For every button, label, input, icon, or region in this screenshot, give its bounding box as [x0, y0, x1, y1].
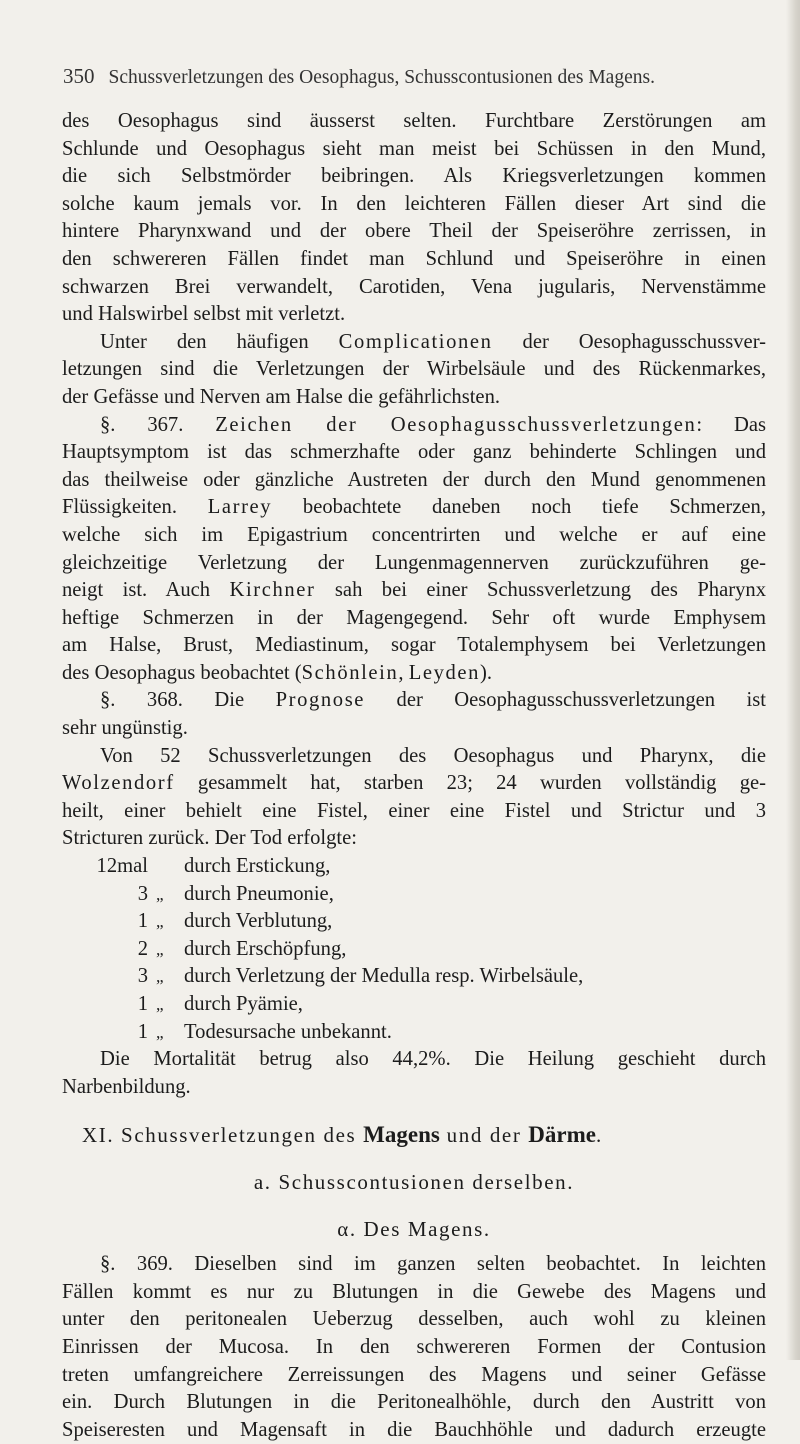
spaced-term: Prognose [275, 689, 366, 712]
text-line: der Gefässe und Nerven am Halse die gefährlichsten. [62, 385, 501, 408]
list-item: 1 „ durch Verblutung, [137, 910, 333, 933]
text-line: des Oesophagus sind äusserst selten. Furchtbare Zerstörungen am [62, 110, 766, 132]
text-line: heilt, einer behielt eine Fistel, einer eine Fistel und Strictur und 3 [62, 799, 766, 822]
text-line: und Halswirbel selbst mit verletzt. [62, 303, 346, 326]
list-item: 12mal durch Erstickung, [96, 855, 331, 878]
text-line: Von 52 Schussverletzungen des Oesophagus und Pharynx, die [100, 744, 766, 767]
text-line: am Halse, Brust, Mediastinum, sogar Totalemphysem bei Verletzungen [62, 634, 766, 657]
text-line: gleichzeitige Verletzung der Lungenmagennerven zurückzuführen ge- [62, 551, 766, 574]
list-item: 3 „ durch Verletzung der Medulla resp. Wirbelsäule, [137, 965, 584, 988]
text-line: unter den peritonealen Ueberzug desselben, auch wohl zu kleinen [62, 1308, 766, 1331]
text-line: letzungen sind die Verletzungen der Wirbelsäule und des Rückenmarkes, [62, 358, 766, 381]
spaced-term: Complicationen [338, 330, 493, 353]
text-line: welche sich im Epigastrium concentrirten und welche er auf eine [62, 523, 766, 546]
text-line: die sich Selbstmörder beibringen. Als Kriegsverletzungen kommen [62, 165, 766, 188]
text-line: §. 368. Die Prognose der Oesophagusschussverletzungen ist [100, 689, 766, 712]
text-line: hintere Pharynxwand und der obere Theil der Speiseröhre zerrissen, in [62, 220, 766, 243]
author-name: Kirchner [229, 579, 316, 602]
running-header [63, 64, 763, 94]
text-line: solche kaum jemals vor. In den leichteren Fällen dieser Art sind die [62, 192, 766, 215]
list-item: 2 „ durch Erschöpfung, [137, 937, 347, 960]
subsection-heading: a. Schusscontusionen derselben. [253, 1169, 575, 1194]
author-name: Larrey [207, 496, 273, 519]
text-line: Unter den häufigen Complicationen der Oesophagusschussver- [100, 330, 766, 353]
page-edge-shadow [786, 0, 800, 1360]
text-line: neigt ist. Auch Kirchner sah bei einer Schussverletzung des Pharynx [62, 579, 766, 602]
body-text [62, 108, 766, 1444]
text-line: Speiseresten und Magensaft in die Bauchhöhle und dadurch erzeugte [62, 1418, 766, 1441]
text-line: §. 367. Zeichen der Oesophagusschussverletzungen: Das [100, 413, 767, 436]
death-cause-list [62, 853, 766, 1046]
list-item: 1 „ durch Pyämie, [137, 993, 303, 1015]
text-line: ein. Durch Blutungen in die Peritonealhöhle, durch den Austritt von [62, 1391, 766, 1414]
text-line: Einrissen der Mucosa. In den schwereren Formen der Contusion [62, 1335, 766, 1358]
text-line: schwarzen Brei verwandelt, Carotiden, Vena jugularis, Nervenstämme [62, 275, 766, 298]
text-line: den schwereren Fällen findet man Schlund und Speiseröhre in einen [62, 247, 766, 270]
author-name: Schönlein [301, 661, 399, 684]
text-line: Narbenbildung. [62, 1075, 191, 1098]
author-name: Wolzendorf [62, 772, 175, 795]
text-line: treten umfangreichere Zerreissungen des Magens und seiner Gefässe [62, 1363, 766, 1386]
text-line: sehr ungünstig. [62, 717, 188, 740]
text-line: §. 369. Dieselben sind im ganzen selten beobachtet. In leichten [100, 1253, 766, 1276]
author-name: Leyden [408, 661, 481, 684]
text-line: des Oesophagus beobachtet (Schönlein, Leyden). [62, 661, 493, 684]
text-line: Die Mortalität betrug also 44,2%. Die Heilung geschieht durch [100, 1048, 766, 1071]
section-heading: XI. Schussverletzungen des Magens und der Därme. [82, 1122, 602, 1148]
spaced-term: Zeichen der Oesophagusschussverletzungen [215, 413, 697, 436]
text-line: Hauptsymptom ist das schmerzhafte oder ganz behinderte Schlingen und [62, 441, 766, 464]
subsubsection-heading: α. Des Magens. [337, 1216, 491, 1241]
text-line: Schlunde und Oesophagus sieht man meist bei Schüssen in den Mund, [62, 137, 766, 160]
page-number: 350 [63, 64, 95, 88]
running-title: Schussverletzungen des Oesophagus, Schusscontusionen des Magens. [108, 67, 655, 88]
list-item: 3 „ durch Pneumonie, [137, 882, 334, 905]
text-line: Stricturen zurück. Der Tod erfolgte: [62, 827, 357, 850]
text-line: Wolzendorf gesammelt hat, starben 23; 24 wurden vollständig ge- [62, 772, 766, 795]
text-line: Fällen kommt es nur zu Blutungen in die Gewebe des Magens und [62, 1280, 766, 1303]
text-line: das theilweise oder gänzliche Austreten der durch den Mund genommenen [62, 468, 766, 491]
list-item: 1 „ Todesursache unbekannt. [137, 1020, 392, 1043]
text-line: Flüssigkeiten. Larrey beobachtete daneben noch tiefe Schmerzen, [62, 496, 766, 519]
text-line: heftige Schmerzen in der Magengegend. Sehr oft wurde Emphysem [62, 606, 766, 629]
